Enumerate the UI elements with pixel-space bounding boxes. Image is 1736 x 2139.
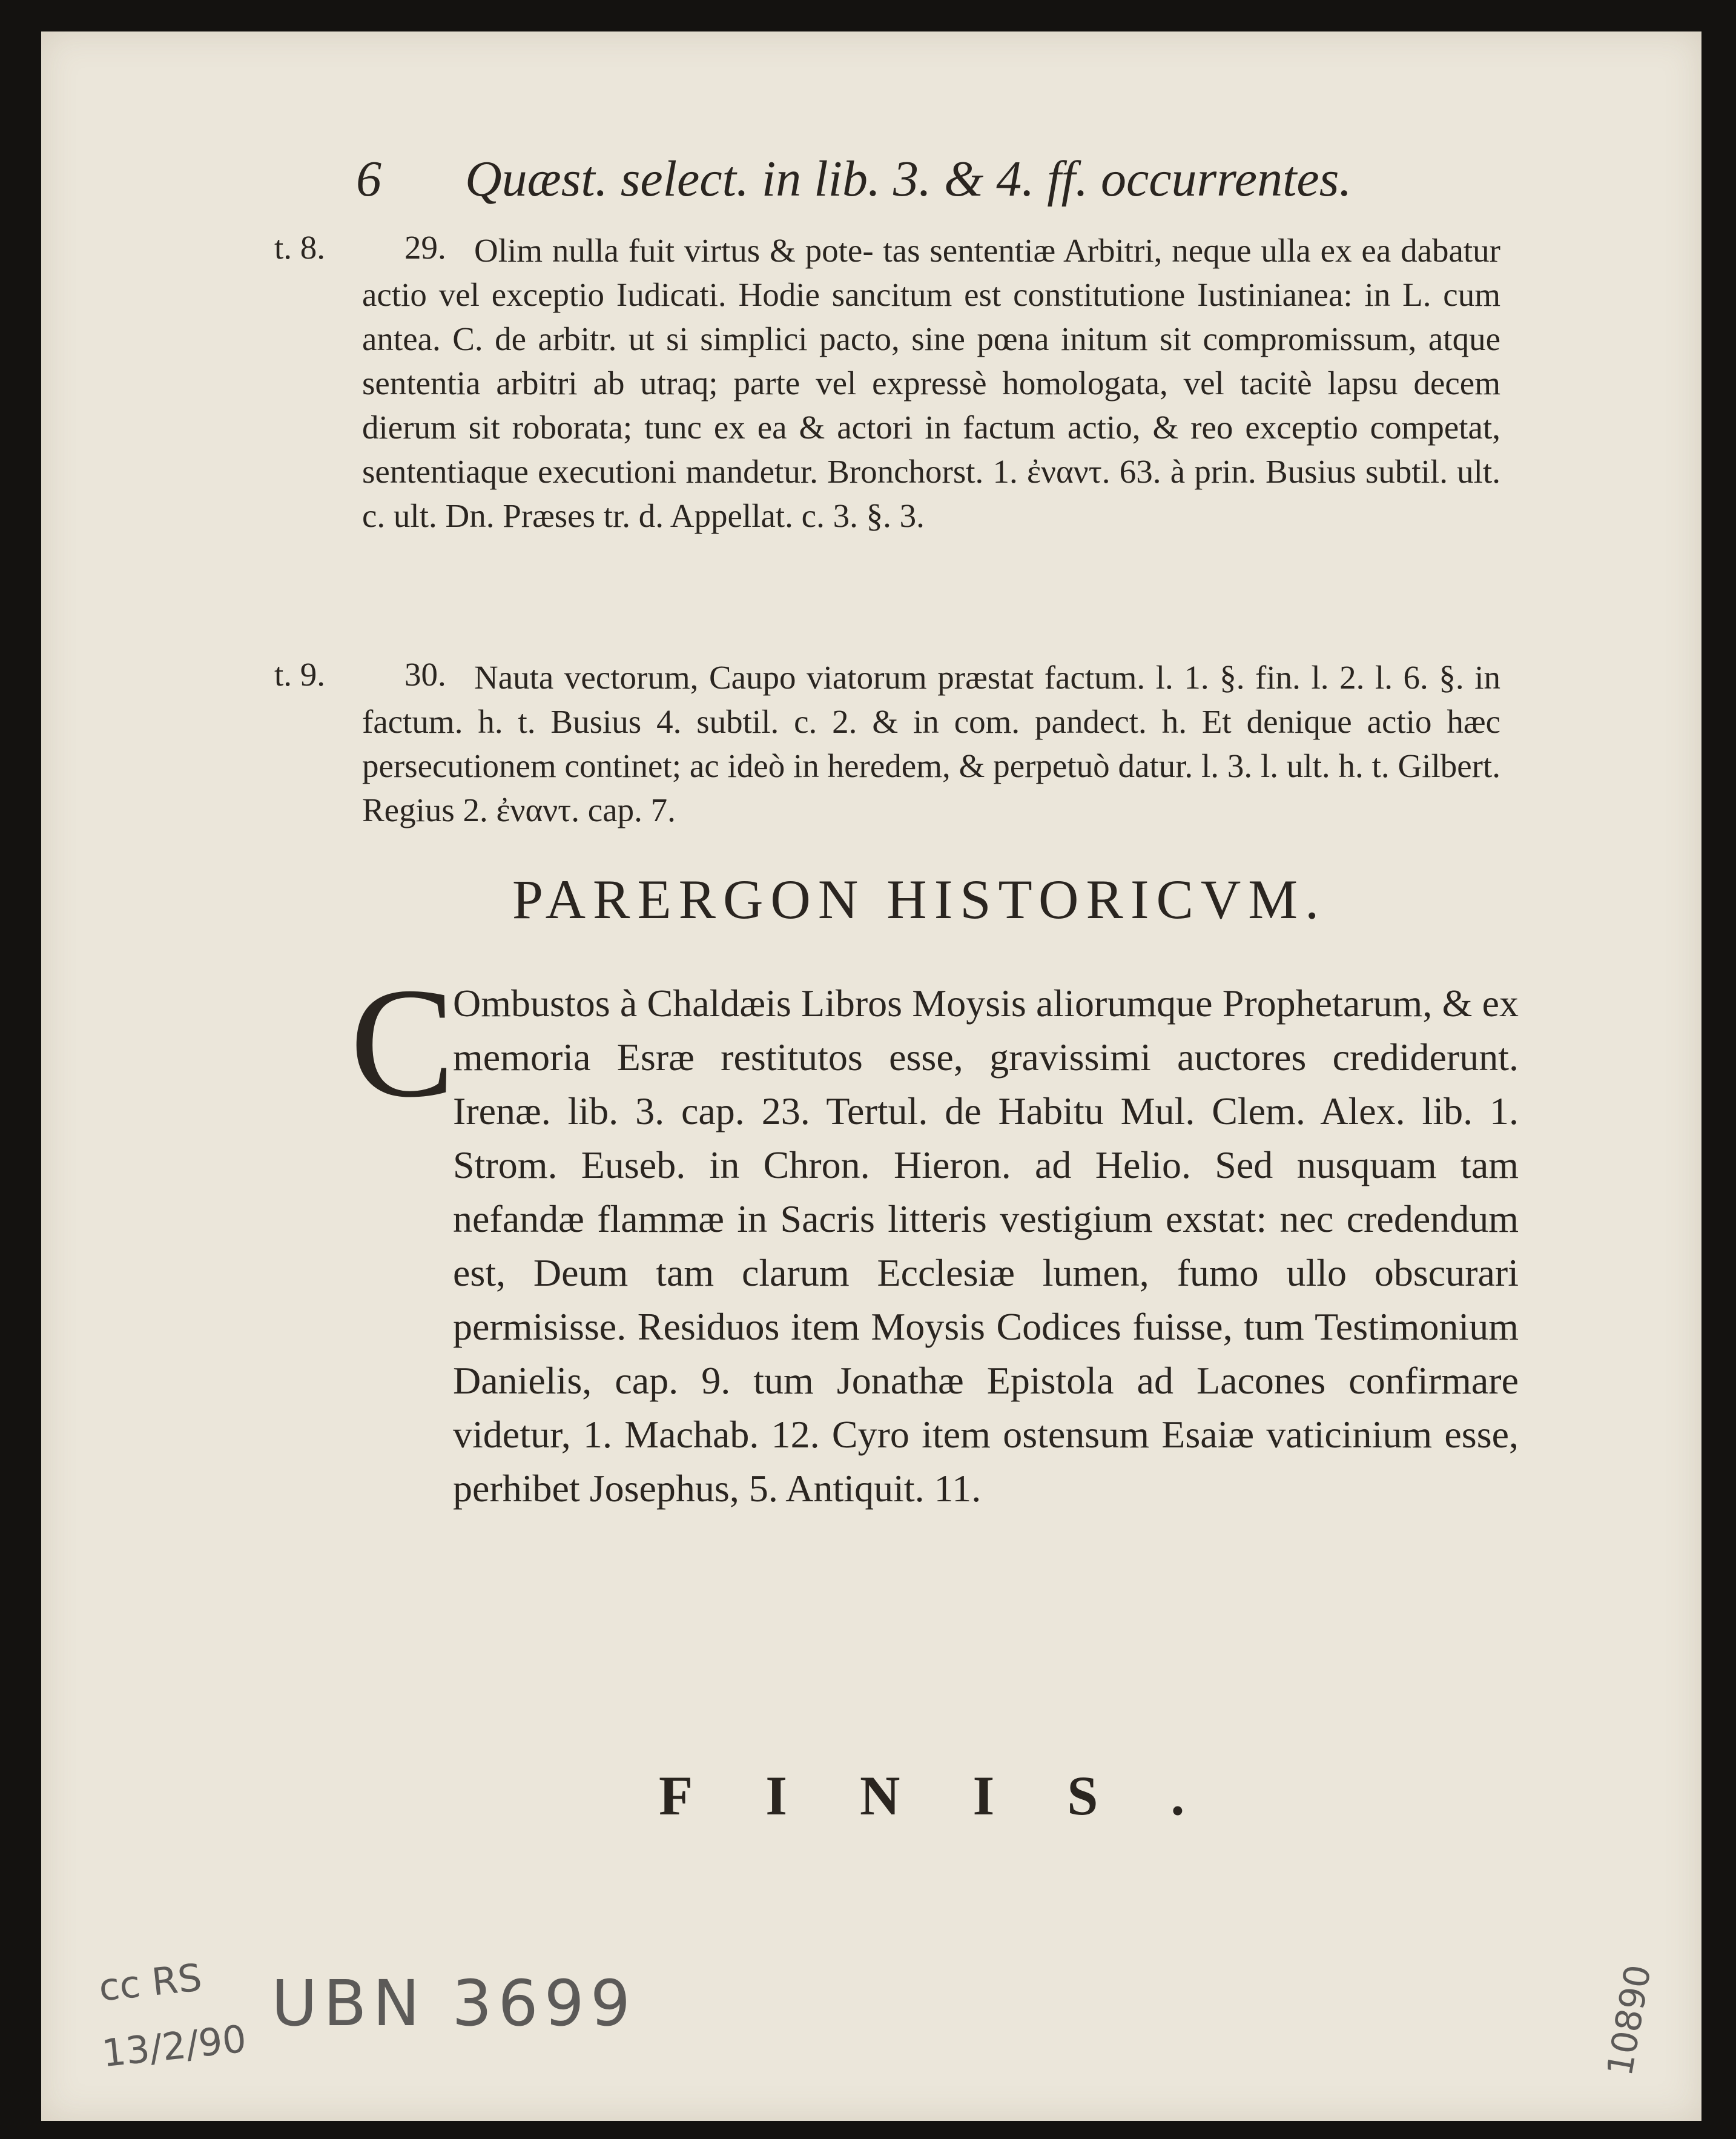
parergon-text: Ombustos à Chaldæis Libros Moysis aliorumque Prophetarum, & ex memoria Esræ restitutos esse, gravissimi auctores crediderunt. Irenæ. lib. 3. cap. 23. Tertul. de Habitu Mul. Clem. Alex. lib. 1. Strom. Euseb. in Chron. Hieron. ad Helio. Sed nusquam tam nefandæ flammæ in Sacris litteris vestigium exstat: nec credendum est, Deum tam clarum Ecclesiæ lumen, fumo ullo obscurari permisisse. Residuos item Moysis Codices fuisse, tum Testimonium Danielis, cap. 9. tum Jonathæ Epistola ad Lacones confirmare videtur, 1. Machab. 12. Cyro item ostensum Esaiæ vaticinium esse, perhibet Josephus, 5. Antiquit. 11. (453, 982, 1519, 1510)
drop-cap: C (350, 956, 455, 1130)
section-text: Nauta vectorum, Caupo viatorum præstat factum. l. 1. §. fin. l. 2. l. 6. §. in factum. h. t. Busius 4. subtil. c. 2. & in com. pandect. h. Et denique actio hæc persecutionem continet; ac ideò in heredem, & perpetuò datur. l. 3. l. ult. h. t. Gilbert. Regius 2. ἐναντ. cap. 7. (362, 659, 1500, 828)
paragraph-number: 30. (404, 656, 446, 693)
page-number: 6 (356, 151, 381, 207)
paragraph-number: 29. (404, 229, 446, 266)
running-title: Quæst. select. in lib. 3. & 4. ff. occurrentes. (465, 151, 1352, 207)
margin-reference: t. 8. (274, 229, 326, 266)
shelfmark: UBN 3699 (271, 1966, 636, 2040)
handwritten-note: 13/2/90 (99, 2016, 249, 2076)
page (41, 31, 1701, 2121)
handwritten-note: 10890 (1599, 1962, 1659, 2079)
section-text: Olim nulla fuit virtus & pote- tas sententiæ Arbitri, neque ulla ex ea dabatur actio vel exceptio Iudicati. Hodie sancitum est constitutione Iustinianea: in L. cum antea. C. de arbitr. ut si simplici pacto, sine pœna initum sit compromissum, atque sententia arbitri ab utraq; parte vel expressè homologata, vel tacitè lapsu decem dierum sit roborata; tunc ex ea & actori in factum actio, & reo exceptio competat, sententiaque executioni mandetur. Bronchorst. 1. ἐναντ. 63. à prin. Busius subtil. ult. c. ult. Dn. Præses tr. d. Appellat. c. 3. §. 3. (362, 232, 1500, 534)
handwritten-note: cc RS (96, 1955, 204, 2010)
section-title: PARERGON HISTORICVM. (512, 868, 1327, 930)
closing-word: FINIS. (659, 1765, 1258, 1827)
margin-reference: t. 9. (274, 656, 326, 693)
